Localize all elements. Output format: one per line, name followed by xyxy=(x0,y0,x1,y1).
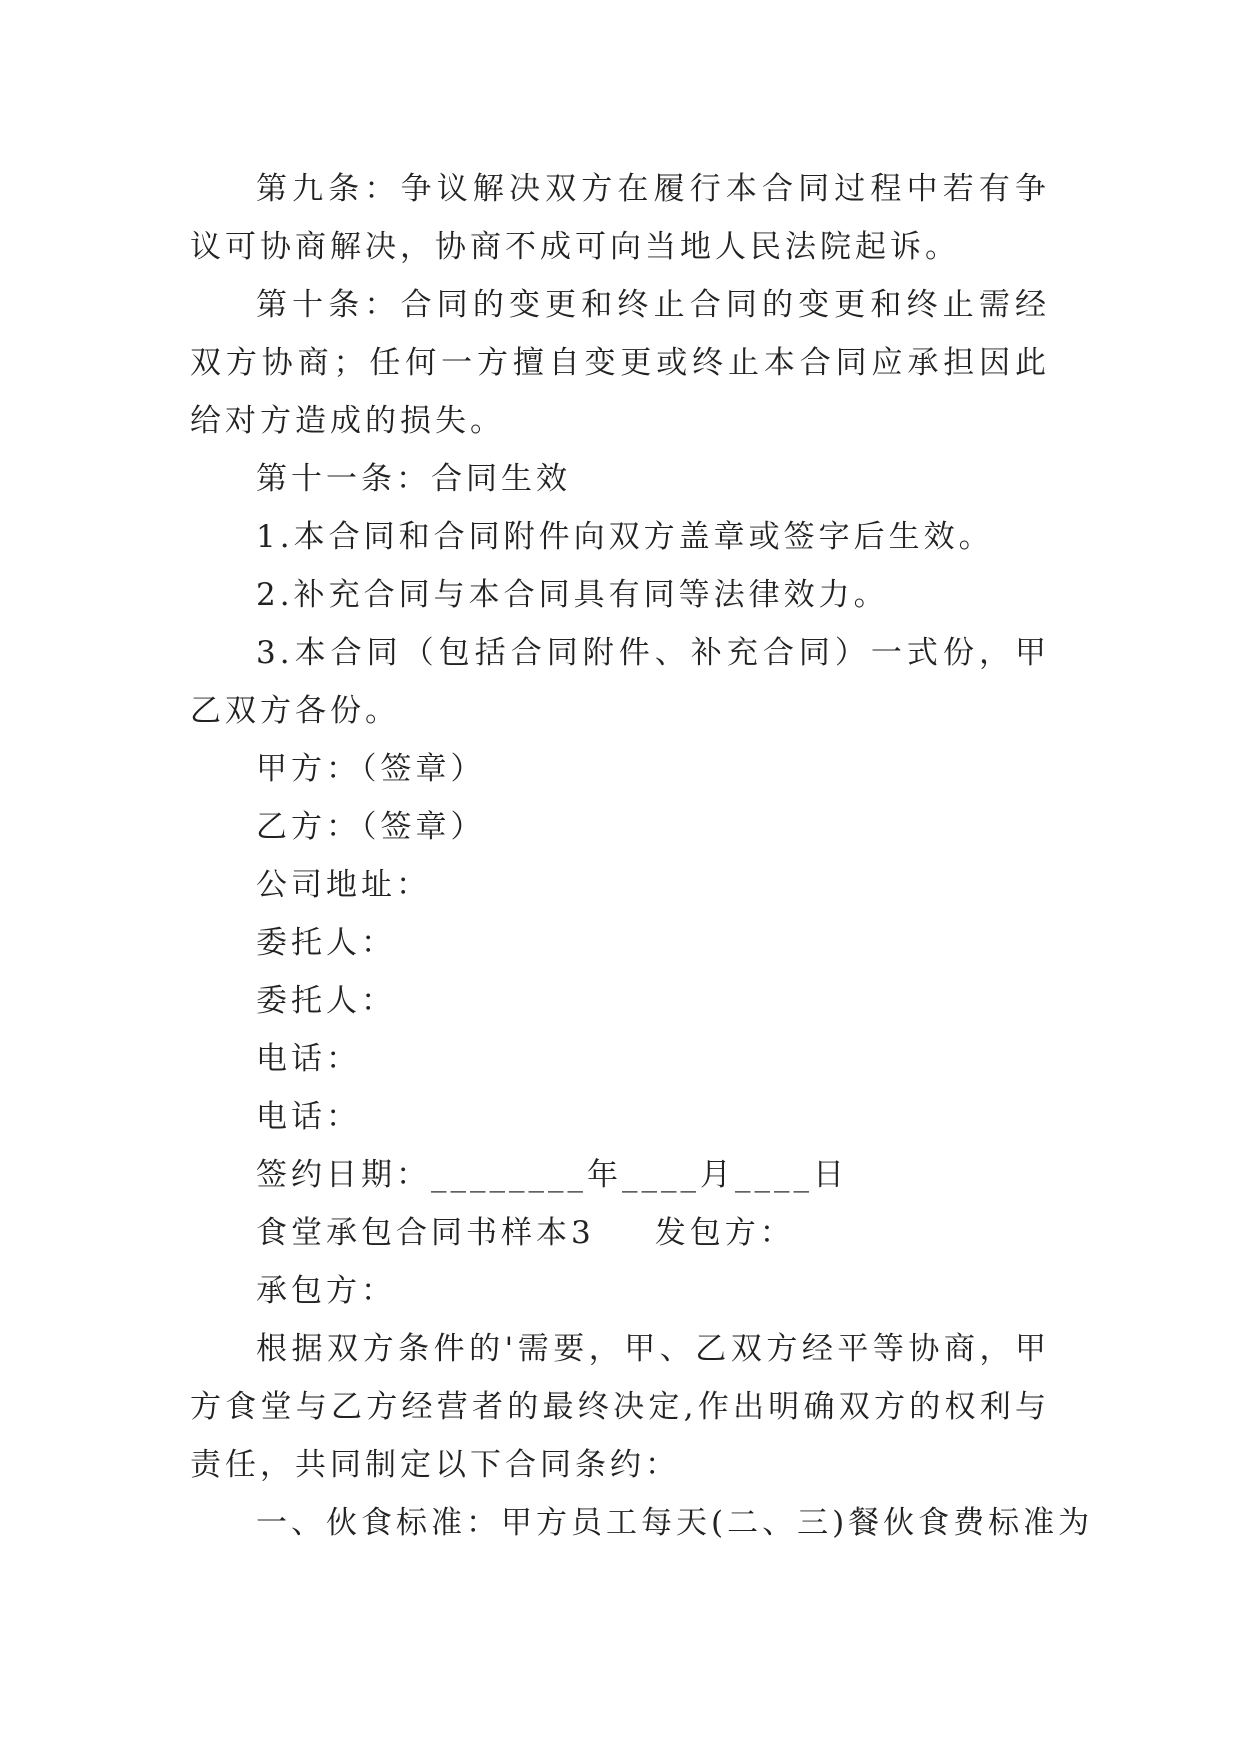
party-a-signature: 甲方：（签章） xyxy=(256,751,486,787)
preamble: 根据双方条件的'需要，甲、乙双方经平等协商，甲方食堂与乙方经营者的最终决定,作出明确双方的权利与责任，共同制定以下合同条约： xyxy=(190,1331,1050,1483)
article-11-heading: 第十一条：合同生效 xyxy=(256,461,571,497)
sample-title: 食堂承包合同书样本3 xyxy=(256,1215,595,1251)
clause-1-meal-standard: 一、伙食标准：甲方员工每天(二、三)餐伙食费标准为 xyxy=(256,1505,1094,1541)
delegate-2: 委托人： xyxy=(256,983,396,1019)
contractor-label: 发包方： xyxy=(654,1215,795,1251)
article-11-item-2: 2.补充合同与本合同具有同等法律效力。 xyxy=(256,577,889,613)
phone-2: 电话： xyxy=(256,1099,361,1135)
delegate-1: 委托人： xyxy=(256,925,396,961)
article-11-item-1: 1.本合同和合同附件向双方盖章或签字后生效。 xyxy=(256,519,994,555)
article-11-item-3: 3.本合同（包括合同附件、补充合同）一式份，甲乙双方各份。 xyxy=(190,635,1050,729)
signing-date: 签约日期：________年____月____日 xyxy=(256,1157,848,1193)
phone-1: 电话： xyxy=(256,1041,361,1077)
sample-title-line xyxy=(190,1204,1050,1262)
article-10: 第十条：合同的变更和终止合同的变更和终止需经双方协商；任何一方擅自变更或终止本合同应承担因此给对方造成的损失。 xyxy=(190,287,1050,439)
company-address: 公司地址： xyxy=(256,867,431,903)
contractee-label: 承包方： xyxy=(256,1273,396,1309)
party-b-signature: 乙方：（签章） xyxy=(256,809,486,845)
article-9: 第九条：争议解决双方在履行本合同过程中若有争议可协商解决，协商不成可向当地人民法院起诉。 xyxy=(190,171,1050,265)
document-page xyxy=(190,160,1094,1552)
